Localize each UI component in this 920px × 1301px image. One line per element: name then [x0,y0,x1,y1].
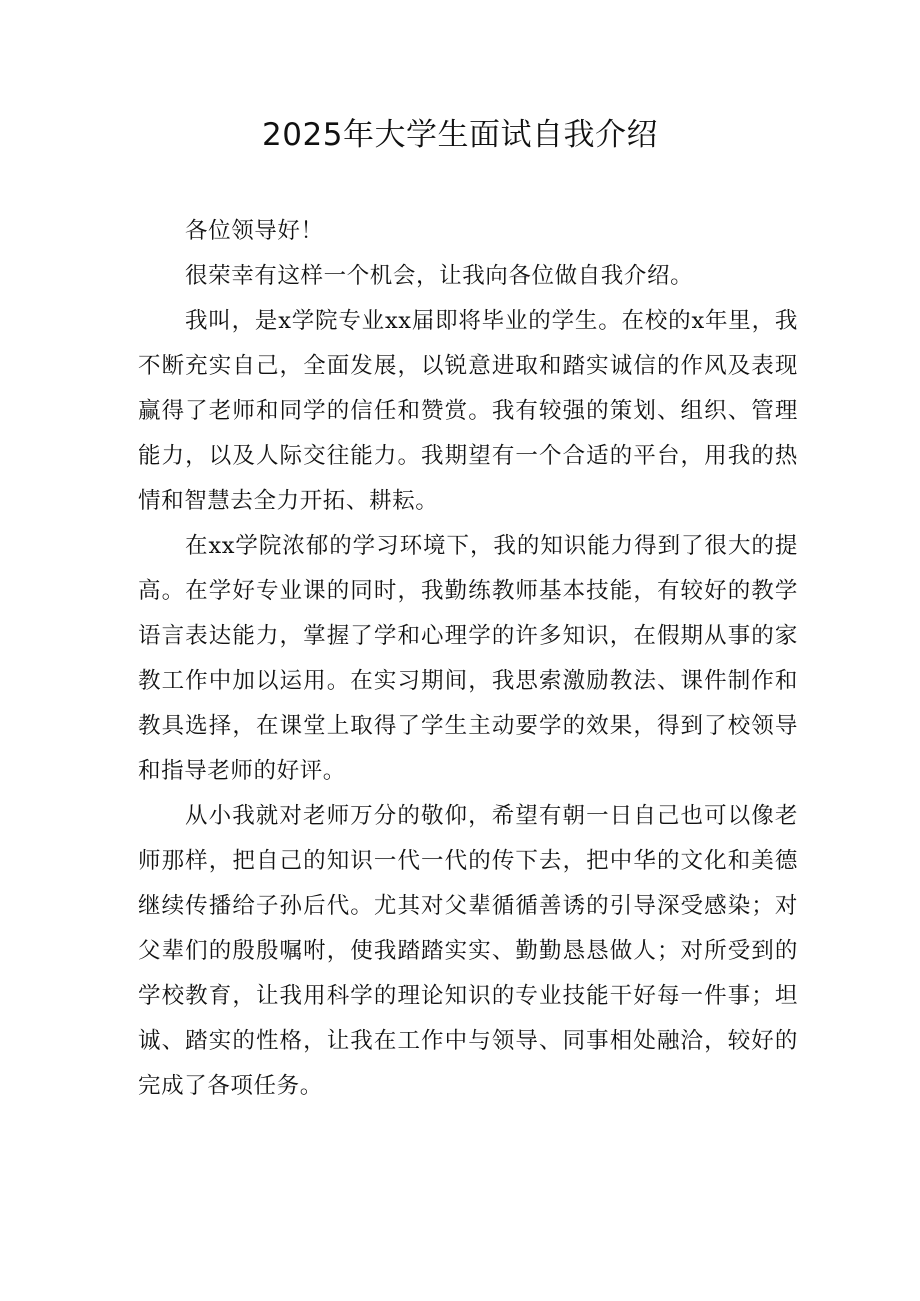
paragraph-greeting: 各位领导好！ [185,218,324,244]
paragraph-aspiration: 从小我就对老师万分的敬仰，希望有朝一日自己也可以像老师那样，把自己的知识一代一代的传下去，把中华的文化和美德继续传播给子孙后代。尤其对父辈循循善诱的引导深受感染；对父辈们的殷殷嘱咐，使我踏踏实实、勤勤恳恳做人；对所受到的学校教育，让我用科学的理论知识的专业技能干好每一件事；坦诚、踏实的性格，让我在工作中与领导、同事相处融洽，较好的完成了各项任务。 [138,803,798,1099]
paragraph-opening: 很荣幸有这样一个机会，让我向各位做自我介绍。 [185,263,694,289]
document-body [138,209,798,1109]
paragraph-study: 在xx学院浓郁的学习环境下，我的知识能力得到了很大的提高。在学好专业课的同时，我勤练教师基本技能，有较好的教学语言表达能力，掌握了学和心理学的许多知识，在假期从事的家教工作中加以运用。在实习期间，我思索激励教法、课件制作和教具选择，在课堂上取得了学生主动要学的效果，得到了校领导和指导老师的好评。 [138,533,798,784]
paragraph-background: 我叫，是x学院专业xx届即将毕业的学生。在校的x年里，我不断充实自己，全面发展，以锐意进取和踏实诚信的作风及表现赢得了老师和同学的信任和赞赏。我有较强的策划、组织、管理能力，以及人际交往能力。我期望有一个合适的平台，用我的热情和智慧去全力开拓、耕耘。 [138,308,798,514]
document-title: 2025年大学生面试自我介绍 [262,117,658,153]
